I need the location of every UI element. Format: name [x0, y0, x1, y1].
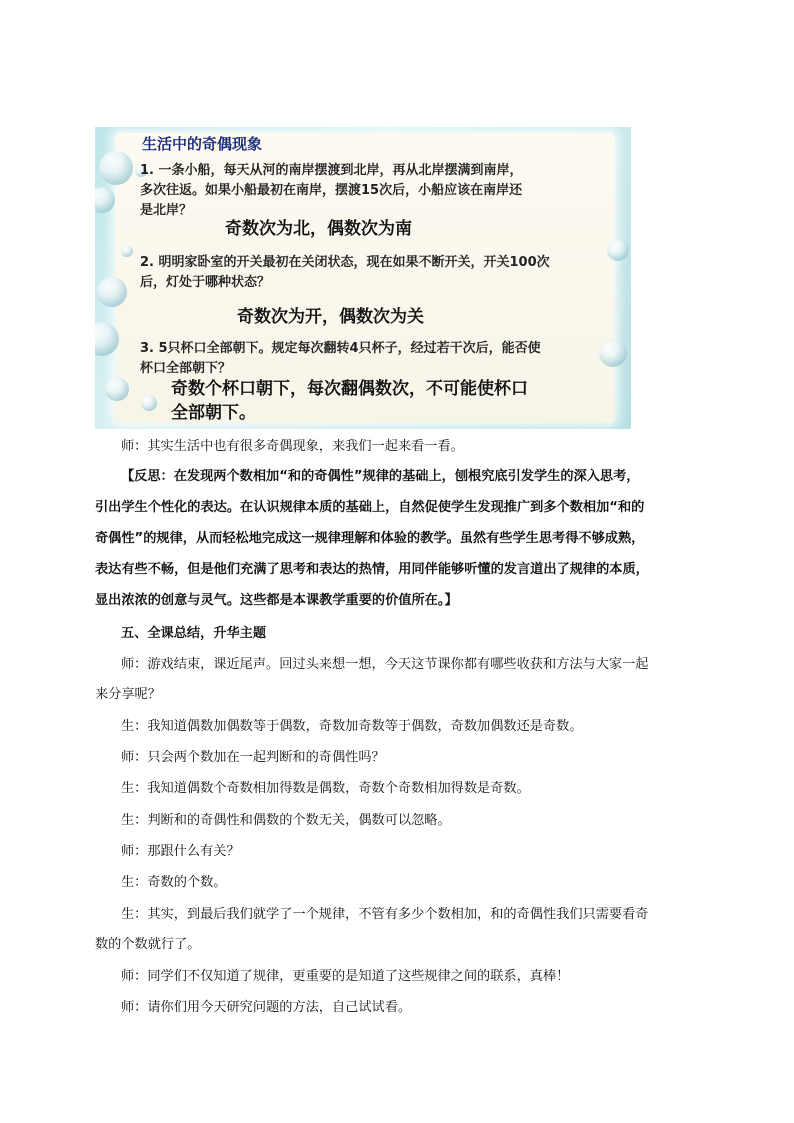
reflection-line: 显出浓浓的创意与灵气。这些都是本课教学重要的价值所在。】	[95, 593, 458, 608]
bubble-decoration	[95, 187, 115, 213]
paragraph: 来分享呢？	[95, 687, 161, 702]
paragraph: 生：判断和的奇偶性和偶数的个数无关，偶数可以忽略。	[121, 813, 451, 828]
paragraph: 师：游戏结束，课近尾声。回过头来想一想，今天这节课你都有哪些收获和方法与大家一起	[121, 657, 649, 672]
paragraph: 师：只会两个数加在一起判断和的奇偶性吗？	[121, 750, 385, 765]
paragraph: 师：其实生活中也有很多奇偶现象，来我们一起来看一看。	[121, 439, 464, 454]
bubble-decoration	[105, 377, 129, 401]
paragraph: 师：那跟什么有关？	[121, 844, 240, 859]
slide-title: 生活中的奇偶现象	[142, 135, 263, 153]
answer-3-line-2: 全部朝下。	[171, 403, 256, 423]
question-3-line-2: 杯口全部朝下？	[140, 361, 232, 376]
question-2-line-1: 2. 明明家卧室的开关最初在关闭状态，现在如果不断开关，开关100次	[140, 255, 550, 270]
paragraph: 生：我知道偶数个奇数相加得数是偶数，奇数个奇数相加得数是奇数。	[121, 781, 530, 796]
paragraph: 生：我知道偶数加偶数等于偶数，奇数加奇数等于偶数，奇数加偶数还是奇数。	[121, 719, 583, 734]
bubble-decoration	[141, 395, 157, 411]
question-2-line-2: 后，灯处于哪种状态？	[140, 275, 271, 290]
question-3-line-1: 3. 5只杯口全部朝下。规定每次翻转4只杯子，经过若干次后，能否使	[140, 341, 541, 356]
bubble-decoration	[97, 277, 127, 307]
bubble-decoration	[121, 245, 133, 257]
bubble-decoration	[599, 339, 627, 367]
reflection-line: 奇偶性”的规律，从而轻松地完成这一规律理解和体验的教学。虽然有些学生思考得不够成熟，	[95, 531, 645, 546]
answer-2: 奇数次为开，偶数次为关	[237, 307, 424, 327]
reflection-line: 【反思：在发现两个数相加“和的奇偶性”规律的基础上，刨根究底引发学生的深入思考，	[121, 469, 640, 484]
question-1-line-3: 是北岸？	[140, 203, 193, 218]
section-heading: 五、全课总结，升华主题	[121, 626, 267, 641]
paragraph: 数的个数就行了。	[95, 937, 201, 952]
reflection-line: 表达有些不畅，但是他们充满了思考和表达的热情，用同伴能够听懂的发言道出了规律的本质，	[95, 562, 649, 577]
answer-3-line-1: 奇数个杯口朝下，每次翻偶数次，不可能使杯口	[171, 379, 528, 399]
paragraph: 师：请你们用今天研究问题的方法，自己试试看。	[121, 1000, 412, 1015]
reflection-line: 引出学生个性化的表达。在认识规律本质的基础上，自然促使学生发现推广到多个数相加“和的	[95, 500, 645, 515]
slide-image	[95, 127, 631, 429]
bubble-decoration	[99, 151, 133, 185]
paragraph: 师：同学们不仅知道了规律，更重要的是知道了这些规律之间的联系，真棒！	[121, 969, 570, 984]
question-1-line-1: 1. 一条小船，每天从河的南岸摆渡到北岸，再从北岸摆满到南岸，	[140, 163, 523, 178]
paragraph: 生：奇数的个数。	[121, 875, 227, 890]
bubble-decoration	[607, 239, 629, 261]
question-1-line-2: 多次往返。如果小船最初在南岸，摆渡15次后，小船应该在南岸还	[140, 183, 523, 198]
paragraph: 生：其实，到最后我们就学了一个规律，不管有多少个数相加，和的奇偶性我们只需要看奇	[121, 907, 649, 922]
answer-1: 奇数次为北，偶数次为南	[225, 219, 412, 239]
